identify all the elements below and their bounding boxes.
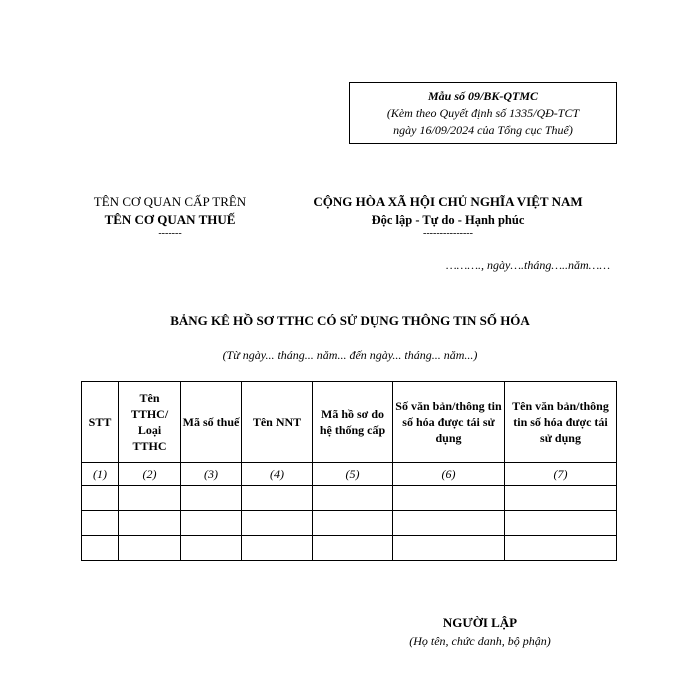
table-cell[interactable]: [505, 486, 617, 511]
table-row: [82, 486, 617, 511]
place-date-line: ………., ngày….tháng…..năm……: [445, 258, 610, 272]
header-procedure-name: Tên TTHC/ Loại TTHC: [119, 382, 181, 463]
table-cell[interactable]: [82, 486, 119, 511]
table-cell[interactable]: [82, 511, 119, 536]
table-header-row: [82, 382, 617, 463]
table-cell[interactable]: [393, 536, 505, 561]
table-row: [82, 511, 617, 536]
table-cell[interactable]: [242, 536, 313, 561]
tax-agency-name: TÊN CƠ QUAN THUẾ: [104, 212, 236, 227]
form-decision-date: ngày 16/09/2024 của Tổng cục Thuế): [393, 123, 573, 137]
agency-header: [80, 193, 260, 239]
parent-agency-name: TÊN CƠ QUAN CẤP TRÊN: [93, 194, 247, 209]
column-number: (2): [119, 463, 181, 486]
header-taxpayer-name: Tên NNT: [242, 382, 313, 463]
header-tax-code: Mã số thuế: [181, 382, 242, 463]
table-cell[interactable]: [313, 536, 393, 561]
table-cell[interactable]: [119, 486, 181, 511]
table-cell[interactable]: [242, 486, 313, 511]
column-number: (7): [505, 463, 617, 486]
table-cell[interactable]: [505, 536, 617, 561]
preparer-title: NGƯỜI LẬP: [442, 615, 518, 630]
records-table: [81, 381, 617, 561]
column-number-row: [82, 463, 617, 486]
table-cell[interactable]: [181, 536, 242, 561]
country-name: CỘNG HÒA XÃ HỘI CHỦ NGHĨA VIỆT NAM: [313, 194, 583, 209]
table-cell[interactable]: [82, 536, 119, 561]
signature-block: [380, 614, 580, 650]
table-cell[interactable]: [242, 511, 313, 536]
reporting-period: (Từ ngày... tháng... năm... đến ngày... tháng... năm...): [222, 348, 478, 362]
header-stt: STT: [82, 382, 119, 463]
header-document-number: Số văn bản/thông tin số hóa được tái sử dụng: [393, 382, 505, 463]
table-cell[interactable]: [181, 511, 242, 536]
table-cell[interactable]: [393, 486, 505, 511]
form-code-box: [349, 82, 617, 144]
national-header: [283, 193, 613, 239]
table-cell[interactable]: [119, 536, 181, 561]
national-rule: ---------------: [423, 228, 473, 239]
table-cell[interactable]: [393, 511, 505, 536]
table-cell[interactable]: [313, 486, 393, 511]
national-motto: Độc lập - Tự do - Hạnh phúc: [371, 213, 525, 227]
header-file-code: Mã hồ sơ do hệ thống cấp: [313, 382, 393, 463]
preparer-note: (Họ tên, chức danh, bộ phận): [409, 634, 551, 648]
table-row: [82, 536, 617, 561]
table-cell[interactable]: [505, 511, 617, 536]
column-number: (5): [313, 463, 393, 486]
form-decision-ref: (Kèm theo Quyết định số 1335/QĐ-TCT: [386, 106, 580, 120]
column-number: (3): [181, 463, 242, 486]
agency-rule: -------: [158, 228, 182, 239]
header-document-name: Tên văn bản/thông tin số hóa được tái sử dụng: [505, 382, 617, 463]
table-cell[interactable]: [119, 511, 181, 536]
table-cell[interactable]: [313, 511, 393, 536]
column-number: (6): [393, 463, 505, 486]
column-number: (4): [242, 463, 313, 486]
table-cell[interactable]: [181, 486, 242, 511]
form-code: Mẫu số 09/BK-QTMC: [427, 89, 539, 103]
column-number: (1): [82, 463, 119, 486]
document-title: BẢNG KÊ HỒ SƠ TTHC CÓ SỬ DỤNG THÔNG TIN SỐ HÓA: [170, 313, 530, 328]
